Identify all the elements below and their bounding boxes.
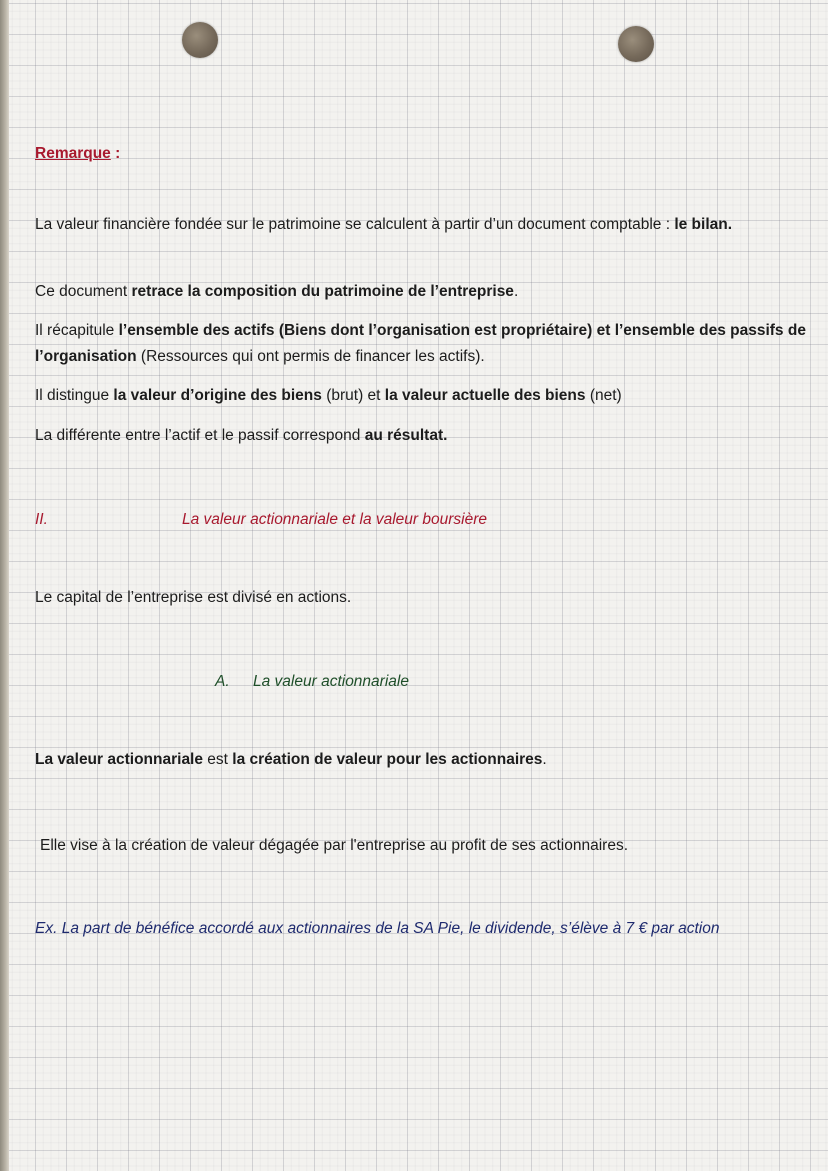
paragraph-bold: la valeur actuelle des biens <box>384 387 586 404</box>
paragraph-text: (brut) et <box>321 387 385 404</box>
paragraph-bold: la création de valeur pour les actionnaires <box>232 751 543 768</box>
paragraph-resultat <box>35 423 810 449</box>
example-dividend: Ex. La part de bénéfice accordé aux actionnaires de la SA Pie, le dividende, s’élève à 7 € par action <box>35 920 720 937</box>
paragraph-bold: le bilan. <box>674 216 733 233</box>
paragraph-text: (net) <box>585 387 622 404</box>
subsection-letter: A. <box>215 673 230 690</box>
paragraph-text: . <box>542 751 547 768</box>
paragraph-document <box>35 279 810 305</box>
section-title: La valeur actionnariale et la valeur boursière <box>182 511 488 528</box>
paragraph-bold: la valeur d’origine des biens <box>113 387 322 404</box>
paragraph-text: Il récapitule <box>35 322 119 339</box>
paragraph-bilan <box>35 212 810 238</box>
paragraph-creation-valeur: Elle vise à la création de valeur dégagée par l'entreprise au profit de ses actionnaires. <box>40 837 629 854</box>
remark-heading <box>35 141 810 167</box>
binder-hole-right <box>618 26 654 62</box>
paragraph-text: La différente entre l’actif et le passif correspond <box>35 427 365 444</box>
paragraph-distingue <box>35 383 810 409</box>
paragraph-text: est <box>203 751 233 768</box>
binder-hole-left <box>182 22 218 58</box>
remark-label: Remarque <box>35 145 111 162</box>
paragraph-bold: retrace la composition du patrimoine de l’entreprise <box>131 283 514 300</box>
paragraph-capital: Le capital de l’entreprise est divisé en actions. <box>35 589 352 606</box>
paragraph-recapitule <box>35 318 810 370</box>
paragraph-text: La valeur financière fondée sur le patrimoine se calculent à partir d’un document comptable : <box>35 216 675 233</box>
paper-margin-edge <box>0 0 9 1171</box>
paragraph-text: Ce document <box>35 283 132 300</box>
paragraph-text: . <box>513 283 519 300</box>
paragraph-bold: l’ensemble des actifs (Biens dont l’organisation est propriétaire) et l’ensemble des passifs de l’organisation <box>35 322 806 365</box>
subsection-title: La valeur actionnariale <box>253 673 409 690</box>
paragraph-text: (Ressources qui ont permis de financer les actifs). <box>136 348 485 365</box>
remark-colon: : <box>110 145 121 162</box>
paragraph-valeur-actionnariale <box>35 747 810 773</box>
paragraph-text: Il distingue <box>35 387 114 404</box>
paragraph-bold: La valeur actionnariale <box>35 751 203 768</box>
paragraph-bold: au résultat. <box>364 427 448 444</box>
section-number: II. <box>35 511 48 528</box>
